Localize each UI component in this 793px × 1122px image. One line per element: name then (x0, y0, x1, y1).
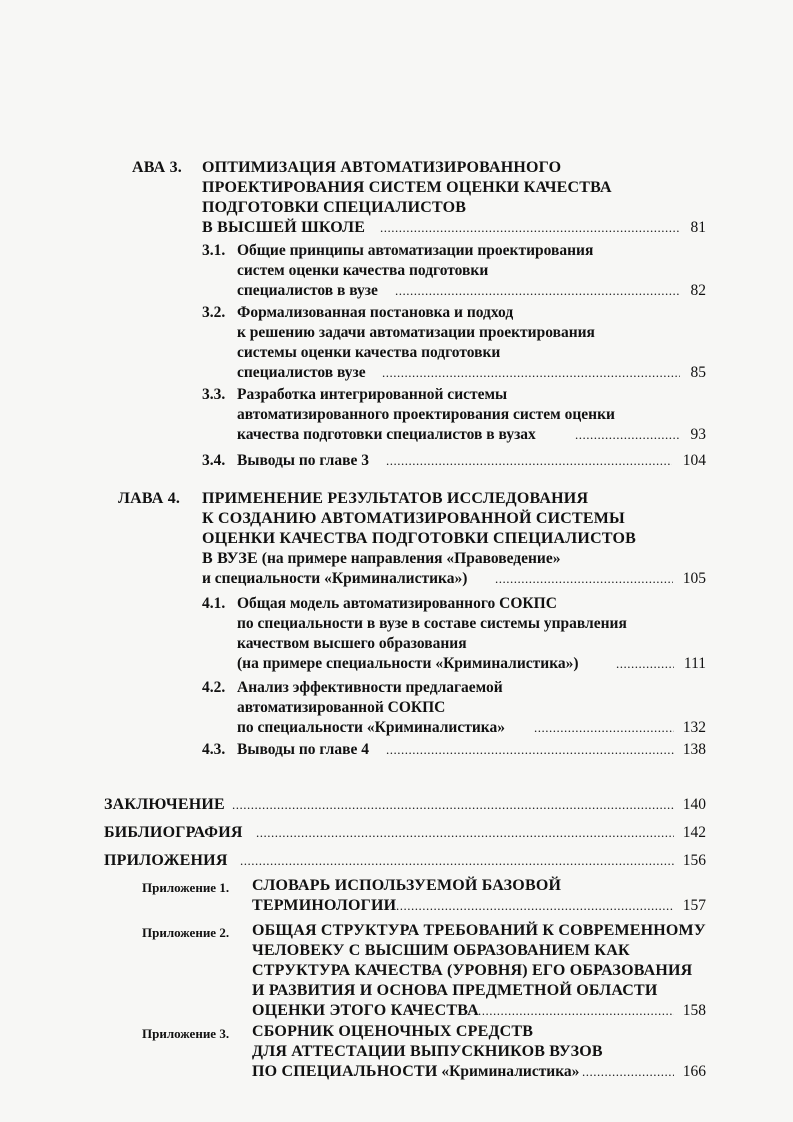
section-3-4-number: 3.4. (202, 452, 226, 469)
chapter-4-title-line-4-caps: В ВУЗЕ (202, 550, 258, 567)
dot-leader (256, 823, 674, 843)
section-4-3-page: 138 (682, 741, 706, 758)
appendix-1-line-2: ТЕРМИНОЛОГИИ (252, 897, 397, 914)
chapter-4-title-line-5: и специальности «Криминалистика») (202, 570, 468, 587)
section-4-2-line-3: по специальности «Криминалистика» (237, 719, 505, 736)
appendix-3-line-3-caps: ПО СПЕЦИАЛЬНОСТИ (252, 1063, 438, 1080)
section-3-1-line-2: систем оценки качества подготовки (237, 262, 489, 279)
appendix-1-label: Приложение 1. (142, 880, 230, 895)
section-3-3-page: 93 (690, 426, 706, 443)
section-4-3-number: 4.3. (202, 741, 226, 758)
chapter-3-label: АВА 3. (132, 159, 182, 176)
appendix-3-page: 166 (682, 1063, 706, 1080)
section-3-2-page: 85 (690, 364, 706, 381)
back-matter-bibliography-page: 142 (682, 824, 706, 841)
section-4-2-page: 132 (682, 719, 706, 736)
dot-leader (495, 569, 673, 589)
back-matter-appendices: ПРИЛОЖЕНИЯ (104, 852, 228, 869)
section-3-1-line-3: специалистов в вузе (237, 282, 378, 299)
dot-leader (478, 1001, 674, 1021)
section-4-3-line-1: Выводы по главе 4 (237, 741, 369, 758)
dot-leader (382, 363, 680, 383)
section-3-4-line-1: Выводы по главе 3 (237, 452, 369, 469)
chapter-4-label: ЛАВА 4. (118, 490, 181, 507)
section-4-1-line-2: по специальности в вузе в составе системы управления (237, 615, 627, 632)
section-4-2-line-2: автоматизированной СОКПС (237, 699, 446, 716)
section-4-1-number: 4.1. (202, 595, 226, 612)
section-3-2-line-4: специалистов вузе (237, 364, 366, 381)
section-3-3-line-3: качества подготовки специалистов в вузах (237, 426, 536, 443)
section-4-1-line-3: качеством высшего образования (237, 635, 467, 652)
section-3-1-line-1: Общие принципы автоматизации проектирования (237, 242, 594, 259)
chapter-3-title-line-2: ПРОЕКТИРОВАНИЯ СИСТЕМ ОЦЕНКИ КАЧЕСТВА (202, 179, 612, 196)
dot-leader (232, 795, 674, 815)
section-3-3-number: 3.3. (202, 386, 226, 403)
appendix-3-line-1: СБОРНИК ОЦЕНОЧНЫХ СРЕДСТВ (252, 1023, 534, 1040)
appendix-1-line-1: СЛОВАРЬ ИСПОЛЬЗУЕМОЙ БАЗОВОЙ (252, 877, 562, 894)
section-3-1-number: 3.1. (202, 242, 226, 259)
section-3-3-line-2: автоматизированного проектирования систем оценки (237, 406, 615, 423)
section-4-2-line-1: Анализ эффективности предлагаемой (237, 679, 503, 696)
dot-leader (582, 1062, 674, 1082)
dot-leader (380, 218, 680, 238)
section-3-4-page: 104 (682, 452, 706, 469)
appendix-3-line-3 (252, 1062, 579, 1082)
section-3-2-number: 3.2. (202, 304, 226, 321)
chapter-4-title-line-1: ПРИМЕНЕНИЕ РЕЗУЛЬТАТОВ ИССЛЕДОВАНИЯ (202, 490, 589, 507)
section-4-1-line-1: Общая модель автоматизированного СОКПС (237, 595, 557, 612)
appendix-2-page: 158 (682, 1002, 706, 1019)
section-3-1-page: 82 (690, 282, 706, 299)
appendix-2-line-1: ОБЩАЯ СТРУКТУРА ТРЕБОВАНИЙ К СОВРЕМЕННОМУ (252, 922, 706, 939)
dot-leader (534, 718, 674, 738)
dot-leader (395, 281, 680, 301)
appendix-2-line-3: СТРУКТУРА КАЧЕСТВА (УРОВНЯ) ЕГО ОБРАЗОВАНИЯ (252, 962, 693, 979)
dot-leader (386, 451, 672, 471)
chapter-4-page: 105 (682, 570, 706, 587)
appendix-1-page: 157 (682, 897, 706, 914)
chapter-4-title-line-3: ОЦЕНКИ КАЧЕСТВА ПОДГОТОВКИ СПЕЦИАЛИСТОВ (202, 530, 637, 547)
appendix-3-line-2: ДЛЯ АТТЕСТАЦИИ ВЫПУСКНИКОВ ВУЗОВ (252, 1043, 603, 1060)
appendix-2-label: Приложение 2. (142, 925, 230, 940)
chapter-4-title-line-4 (202, 549, 561, 569)
chapter-3-page: 81 (690, 219, 706, 236)
chapter-3-title-line-4: В ВЫСШЕЙ ШКОЛЕ (202, 219, 366, 236)
dot-leader (396, 896, 674, 916)
dot-leader (240, 851, 674, 871)
dot-leader (575, 425, 680, 445)
back-matter-conclusion: ЗАКЛЮЧЕНИЕ (104, 796, 225, 813)
appendix-2-line-4: И РАЗВИТИЯ И ОСНОВА ПРЕДМЕТНОЙ ОБЛАСТИ (252, 982, 658, 999)
section-3-2-line-3: системы оценки качества подготовки (237, 344, 501, 361)
section-3-3-line-1: Разработка интегрированной системы (237, 386, 508, 403)
appendix-2-line-5: ОЦЕНКИ ЭТОГО КАЧЕСТВА (252, 1002, 479, 1019)
back-matter-appendices-page: 156 (682, 852, 706, 869)
chapter-4-title-line-4-rest: (на примере направления «Правоведение» (257, 550, 561, 567)
back-matter-bibliography: БИБЛИОГРАФИЯ (104, 824, 243, 841)
appendix-2-line-2: ЧЕЛОВЕКУ С ВЫСШИМ ОБРАЗОВАНИЕМ КАК (252, 942, 630, 959)
chapter-3-title-line-3: ПОДГОТОВКИ СПЕЦИАЛИСТОВ (202, 199, 467, 216)
appendix-3-label: Приложение 3. (142, 1026, 230, 1041)
chapter-4-title-line-2: К СОЗДАНИЮ АВТОМАТИЗИРОВАННОЙ СИСТЕМЫ (202, 510, 625, 527)
section-4-2-number: 4.2. (202, 679, 226, 696)
dot-leader (386, 740, 674, 760)
section-4-1-page: 111 (683, 655, 706, 672)
appendix-3-line-3-rest: «Криминалистика» (437, 1063, 580, 1080)
chapter-3-title-line-1: ОПТИМИЗАЦИЯ АВТОМАТИЗИРОВАННОГО (202, 159, 562, 176)
back-matter-conclusion-page: 140 (682, 796, 706, 813)
section-3-2-line-2: к решению задачи автоматизации проектирования (237, 324, 595, 341)
section-3-2-line-1: Формализованная постановка и подход (237, 304, 514, 321)
section-4-1-line-4: (на примере специальности «Криминалистика») (237, 655, 579, 672)
